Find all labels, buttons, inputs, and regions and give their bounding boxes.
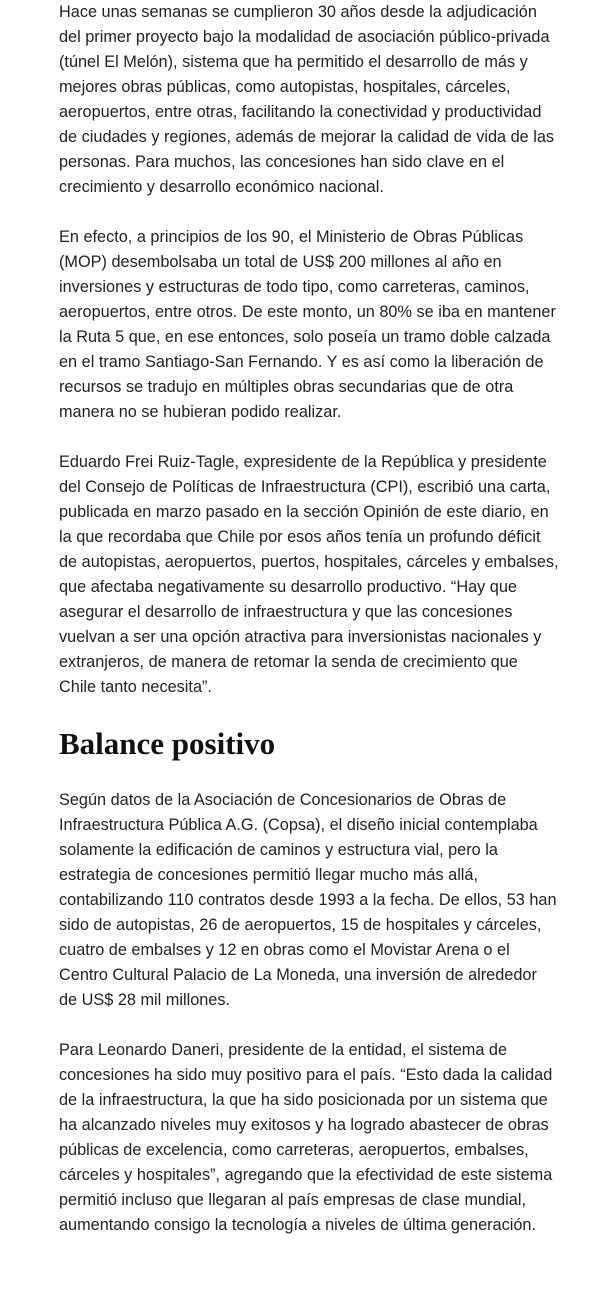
article-paragraph: Hace unas semanas se cumplieron 30 años desde la adjudicación del primer proyecto bajo la modalidad de asociación público-privada (túnel El Melón), sistema que ha permitido el desarrollo de más y mejores obras públicas, como autopistas, hospitales, cárceles, aeropuertos, entre otras, facilitando la conectividad y productividad de ciudades y regiones, además de mejorar la calidad de vida de las personas. Para muchos, las concesiones han sido clave en el crecimiento y desarrollo económico nacional. — [59, 3, 555, 196]
article-paragraph: Para Leonardo Daneri, presidente de la entidad, el sistema de concesiones ha sido muy positivo para el país. “Esto dada la calidad de la infraestructura, la que ha sido posicionada por un sistema que ha alcanzado niveles muy exitosos y ha logrado abastecer de obras públicas de excelencia, como carreteras, aeropuertos, embalses, cárceles y hospitales”, agregando que la efectividad de este sistema permitió incluso que llegaran al país empresas de clase mundial, aumentando consigo la tecnología a niveles de última generación. — [59, 1041, 553, 1234]
section-heading: Balance positivo — [59, 726, 276, 761]
article-body — [59, 0, 559, 1238]
article-paragraph: Según datos de la Asociación de Concesionarios de Obras de Infraestructura Pública A.G. (Copsa), el diseño inicial contemplaba solamente la edificación de caminos y estructura vial, pero la estrategia de concesiones permitió llegar mucho más allá, contabilizando 110 contratos desde 1993 a la fecha. De ellos, 53 han sido de autopistas, 26 de aeropuertos, 15 de hospitales y cárceles, cuatro de embalses y 12 en obras como el Movistar Arena o el Centro Cultural Palacio de La Moneda, una inversión de alrededor de US$ 28 mil millones. — [59, 791, 557, 1009]
article-paragraph: Eduardo Frei Ruiz-Tagle, expresidente de la República y presidente del Consejo de Políticas de Infraestructura (CPI), escribió una carta, publicada en marzo pasado en la sección Opinión de este diario, en la que recordaba que Chile por esos años tenía un profundo déficit de autopistas, aeropuertos, puertos, hospitales, cárceles y embalses, que afectaba negativamente su desarrollo productivo. “Hay que asegurar el desarrollo de infraestructura y que las concesiones vuelvan a ser una opción atractiva para inversionistas nacionales y extranjeros, de manera de retomar la senda de crecimiento que Chile tanto necesita”. — [59, 453, 559, 696]
article-paragraph: En efecto, a principios de los 90, el Ministerio de Obras Públicas (MOP) desembolsaba un total de US$ 200 millones al año en inversiones y estructuras de todo tipo, como carreteras, caminos, aeropuertos, entre otros. De este monto, un 80% se iba en mantener la Ruta 5 que, en ese entonces, solo poseía un tramo doble calzada en el tramo Santiago-San Fernando. Y es así como la liberación de recursos se tradujo en múltiples obras secundarias que de otra manera no se hubieran podido realizar. — [59, 228, 556, 421]
